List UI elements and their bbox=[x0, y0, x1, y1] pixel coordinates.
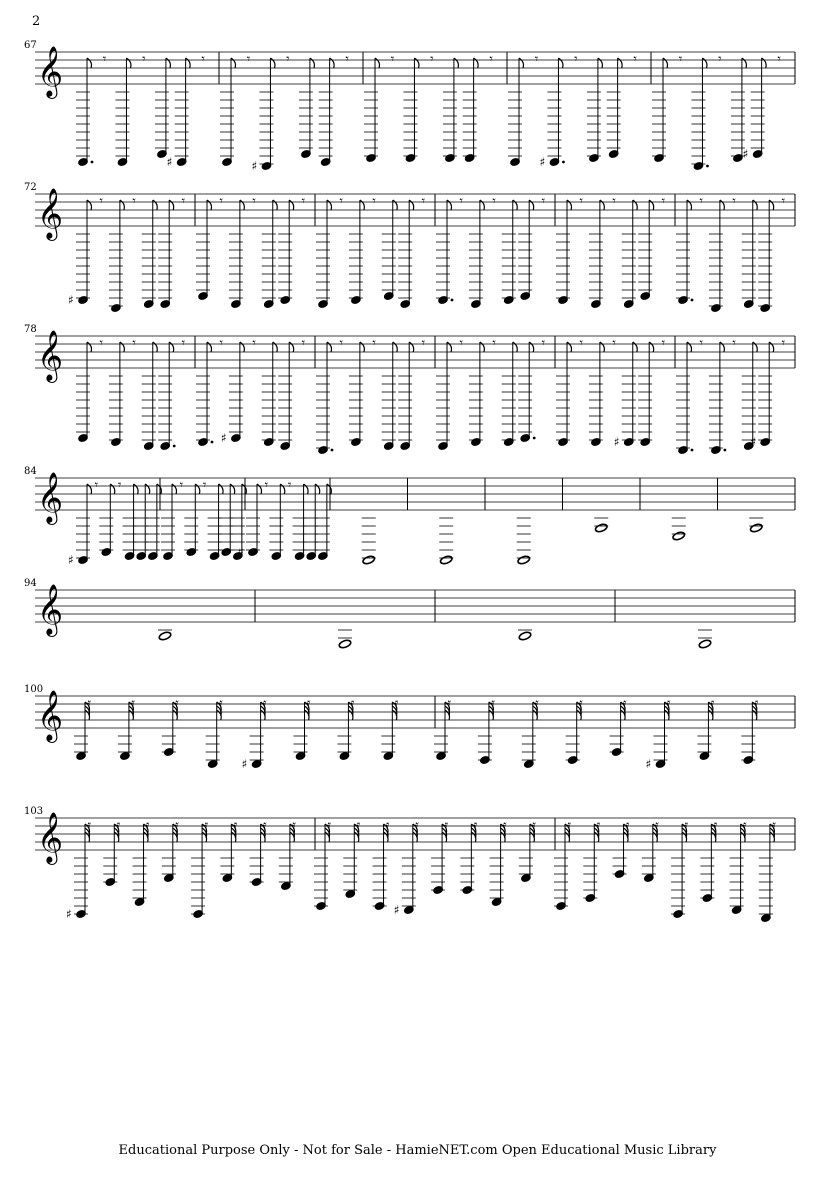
treble-clef-icon: 𝄞 bbox=[37, 188, 64, 239]
note-flag bbox=[480, 342, 485, 352]
eighth-rest-icon: 𝄾 bbox=[492, 336, 496, 351]
staff-system-103 bbox=[0, 804, 835, 974]
whole-note bbox=[595, 523, 608, 533]
footer-notice: Educational Purpose Only - Not for Sale - HamieNET.com Open Educational Music Library bbox=[118, 1143, 717, 1158]
note-flag bbox=[753, 342, 758, 352]
measure-number-94: 94 bbox=[24, 578, 37, 589]
eighth-rest-icon: 𝄾 bbox=[179, 478, 184, 493]
sharp-icon: ♯ bbox=[166, 155, 173, 169]
note-flag bbox=[474, 58, 479, 68]
augmentation-dot bbox=[723, 449, 726, 452]
note-flag bbox=[567, 342, 572, 352]
note-flag bbox=[273, 342, 278, 352]
note-flag bbox=[360, 342, 365, 352]
note-flag bbox=[519, 58, 524, 68]
sixteenth-rest-icon: 𝄿 bbox=[145, 818, 150, 833]
eighth-rest-icon: 𝄾 bbox=[421, 194, 426, 209]
sixteenth-rest-icon: 𝄿 bbox=[204, 818, 209, 833]
measure-number-84: 84 bbox=[24, 466, 37, 477]
eighth-rest-icon: 𝄾 bbox=[678, 52, 683, 67]
sixteenth-rest-icon: 𝄿 bbox=[531, 818, 536, 833]
sixteenth-rest-icon: 𝄿 bbox=[710, 696, 715, 711]
note-flag bbox=[762, 58, 767, 68]
sharp-icon: ♯ bbox=[539, 155, 546, 169]
note-flag bbox=[87, 200, 92, 210]
eighth-rest-icon: 𝄾 bbox=[421, 336, 426, 351]
sixteenth-rest-icon: 𝄿 bbox=[414, 818, 419, 833]
eighth-rest-icon: 𝄾 bbox=[264, 478, 269, 493]
note-flag bbox=[304, 484, 309, 494]
note-flag bbox=[327, 200, 332, 210]
sharp-icon: ♯ bbox=[238, 545, 244, 559]
whole-note bbox=[672, 531, 685, 541]
eighth-rest-icon: 𝄾 bbox=[579, 194, 583, 209]
note-flag bbox=[87, 484, 92, 494]
sharp-icon: ♯ bbox=[68, 293, 74, 307]
note-flag bbox=[120, 342, 125, 352]
whole-note bbox=[517, 555, 530, 565]
note-flag bbox=[126, 58, 131, 68]
note-flag bbox=[289, 200, 294, 210]
note-flag bbox=[663, 58, 668, 68]
sixteenth-rest-icon: 𝄿 bbox=[490, 696, 495, 711]
augmentation-dot bbox=[173, 445, 176, 448]
augmentation-dot bbox=[691, 299, 694, 302]
treble-clef-icon: 𝄞 bbox=[37, 472, 64, 523]
eighth-rest-icon: 𝄾 bbox=[612, 336, 616, 351]
note-flag bbox=[633, 342, 638, 352]
sixteenth-rest-icon: 𝄿 bbox=[262, 696, 267, 711]
eighth-rest-icon: 𝄾 bbox=[132, 194, 136, 209]
whole-note bbox=[362, 555, 375, 565]
note-flag bbox=[409, 342, 414, 352]
note-flag bbox=[600, 200, 605, 210]
eighth-rest-icon: 𝄾 bbox=[252, 194, 256, 209]
augmentation-dot bbox=[533, 437, 536, 440]
treble-clef-icon: 𝄞 bbox=[37, 812, 64, 863]
eighth-rest-icon: 𝄾 bbox=[246, 52, 251, 67]
sixteenth-rest-icon: 𝄿 bbox=[473, 818, 478, 833]
note-flag bbox=[375, 58, 380, 68]
whole-note bbox=[518, 631, 531, 641]
eighth-rest-icon: 𝄾 bbox=[699, 336, 703, 351]
sixteenth-rest-icon: 𝄿 bbox=[218, 696, 223, 711]
sixteenth-rest-icon: 𝄿 bbox=[116, 818, 121, 833]
sharp-icon: ♯ bbox=[393, 903, 400, 917]
note-flag bbox=[330, 58, 335, 68]
note-flag bbox=[270, 58, 275, 68]
eighth-rest-icon: 𝄾 bbox=[579, 336, 583, 351]
sharp-icon: ♯ bbox=[742, 147, 749, 161]
eighth-rest-icon: 𝄾 bbox=[142, 52, 146, 67]
eighth-rest-icon: 𝄾 bbox=[94, 478, 99, 493]
sixteenth-rest-icon: 𝄿 bbox=[622, 696, 627, 711]
note-flag bbox=[87, 342, 92, 352]
note-flag bbox=[195, 484, 200, 494]
note-flag bbox=[633, 200, 638, 210]
note-flag bbox=[110, 484, 115, 494]
note-flag bbox=[145, 484, 150, 494]
sixteenth-rest-icon: 𝄿 bbox=[262, 818, 267, 833]
augmentation-dot bbox=[91, 161, 94, 164]
whole-note bbox=[698, 639, 711, 649]
note-flag bbox=[315, 484, 320, 494]
note-flag bbox=[242, 484, 247, 494]
measure-number-72: 72 bbox=[24, 182, 37, 193]
note-flag bbox=[327, 484, 332, 494]
sixteenth-rest-icon: 𝄿 bbox=[233, 818, 238, 833]
note-flag bbox=[172, 484, 177, 494]
sixteenth-rest-icon: 𝄿 bbox=[578, 696, 583, 711]
eighth-rest-icon: 𝄾 bbox=[633, 52, 637, 67]
measure-number-67: 67 bbox=[24, 40, 37, 51]
eighth-rest-icon: 𝄾 bbox=[732, 194, 736, 209]
treble-clef-icon: 𝄞 bbox=[37, 46, 64, 97]
note-flag bbox=[447, 200, 452, 210]
note-flag bbox=[153, 342, 158, 352]
eighth-rest-icon: 𝄾 bbox=[541, 336, 546, 351]
augmentation-dot bbox=[562, 161, 565, 164]
sixteenth-rest-icon: 𝄿 bbox=[502, 818, 507, 833]
note-flag bbox=[280, 484, 285, 494]
note-flag bbox=[393, 342, 398, 352]
note-flag bbox=[480, 200, 485, 210]
staff-system-67 bbox=[0, 38, 835, 188]
note-flag bbox=[513, 342, 518, 352]
note-flag bbox=[327, 342, 332, 352]
note-flag bbox=[273, 200, 278, 210]
note-flag bbox=[231, 58, 236, 68]
eighth-rest-icon: 𝄾 bbox=[430, 52, 434, 67]
measure-number-78: 78 bbox=[24, 324, 37, 335]
eighth-rest-icon: 𝄾 bbox=[287, 478, 292, 493]
eighth-rest-icon: 𝄾 bbox=[372, 194, 376, 209]
note-flag bbox=[529, 342, 534, 352]
note-flag bbox=[360, 200, 365, 210]
augmentation-dot bbox=[331, 449, 334, 452]
eighth-rest-icon: 𝄾 bbox=[612, 194, 616, 209]
augmentation-dot bbox=[691, 449, 694, 452]
sixteenth-rest-icon: 𝄿 bbox=[666, 696, 671, 711]
sixteenth-rest-icon: 𝄿 bbox=[771, 818, 776, 833]
eighth-rest-icon: 𝄾 bbox=[339, 194, 343, 209]
note-flag bbox=[169, 342, 174, 352]
sixteenth-rest-icon: 𝄿 bbox=[327, 818, 331, 833]
note-flag bbox=[687, 342, 692, 352]
page-number: 2 bbox=[32, 14, 41, 29]
note-flag bbox=[447, 342, 452, 352]
sixteenth-rest-icon: 𝄿 bbox=[447, 696, 451, 711]
eighth-rest-icon: 𝄾 bbox=[534, 52, 539, 67]
sixteenth-rest-icon: 𝄿 bbox=[654, 818, 659, 833]
note-flag bbox=[742, 58, 747, 68]
eighth-rest-icon: 𝄾 bbox=[459, 194, 463, 209]
note-flag bbox=[769, 342, 774, 352]
whole-note bbox=[440, 555, 453, 565]
note-flag bbox=[687, 200, 692, 210]
sixteenth-rest-icon: 𝄿 bbox=[742, 818, 747, 833]
note-flag bbox=[702, 58, 707, 68]
eighth-rest-icon: 𝄾 bbox=[390, 52, 395, 67]
eighth-rest-icon: 𝄾 bbox=[181, 336, 186, 351]
note-flag bbox=[769, 200, 774, 210]
note-flag bbox=[649, 342, 654, 352]
note-flag bbox=[207, 342, 212, 352]
augmentation-dot bbox=[451, 299, 454, 302]
note-flag bbox=[186, 58, 191, 68]
sixteenth-rest-icon: 𝄿 bbox=[625, 818, 630, 833]
measure-number-103: 103 bbox=[24, 806, 44, 817]
whole-note bbox=[158, 631, 171, 641]
sixteenth-rest-icon: 𝄿 bbox=[87, 818, 91, 833]
note-flag bbox=[649, 200, 654, 210]
eighth-rest-icon: 𝄾 bbox=[372, 336, 376, 351]
note-flag bbox=[207, 200, 212, 210]
note-flag bbox=[567, 200, 572, 210]
note-flag bbox=[720, 200, 725, 210]
augmentation-dot bbox=[706, 165, 709, 168]
note-flag bbox=[257, 484, 262, 494]
note-flag bbox=[153, 200, 158, 210]
treble-clef-icon: 𝄞 bbox=[37, 690, 64, 741]
eighth-rest-icon: 𝄾 bbox=[99, 336, 103, 351]
note-flag bbox=[513, 200, 518, 210]
note-flag bbox=[753, 200, 758, 210]
sixteenth-rest-icon: 𝄿 bbox=[385, 818, 390, 833]
eighth-rest-icon: 𝄾 bbox=[132, 336, 136, 351]
staff-system-94 bbox=[0, 576, 835, 666]
sharp-icon: ♯ bbox=[220, 431, 227, 445]
note-flag bbox=[558, 58, 563, 68]
sixteenth-rest-icon: 𝄿 bbox=[754, 696, 759, 711]
note-flag bbox=[169, 200, 174, 210]
note-flag bbox=[157, 484, 162, 494]
whole-note bbox=[750, 523, 763, 533]
sixteenth-rest-icon: 𝄿 bbox=[534, 696, 539, 711]
eighth-rest-icon: 𝄾 bbox=[99, 194, 103, 209]
whole-note bbox=[338, 639, 351, 649]
note-flag bbox=[598, 58, 603, 68]
sharp-icon: ♯ bbox=[645, 757, 652, 771]
eighth-rest-icon: 𝄾 bbox=[181, 194, 186, 209]
treble-clef-icon: 𝄞 bbox=[37, 330, 64, 381]
eighth-rest-icon: 𝄾 bbox=[301, 194, 306, 209]
note-flag bbox=[240, 342, 245, 352]
staff-system-72 bbox=[0, 180, 835, 330]
eighth-rest-icon: 𝄾 bbox=[345, 52, 349, 67]
note-flag bbox=[166, 58, 171, 68]
note-flag bbox=[529, 200, 534, 210]
sixteenth-rest-icon: 𝄿 bbox=[684, 818, 689, 833]
note-flag bbox=[393, 200, 398, 210]
sixteenth-rest-icon: 𝄿 bbox=[356, 818, 361, 833]
eighth-rest-icon: 𝄾 bbox=[301, 336, 306, 351]
note-flag bbox=[240, 200, 245, 210]
note-flag bbox=[134, 484, 139, 494]
eighth-rest-icon: 𝄾 bbox=[489, 52, 493, 67]
sharp-icon: ♯ bbox=[750, 435, 757, 449]
note-flag bbox=[618, 58, 623, 68]
staff-system-84 bbox=[0, 464, 835, 584]
sixteenth-rest-icon: 𝄿 bbox=[174, 696, 179, 711]
eighth-rest-icon: 𝄾 bbox=[459, 336, 463, 351]
eighth-rest-icon: 𝄾 bbox=[492, 194, 496, 209]
note-flag bbox=[310, 58, 315, 68]
eighth-rest-icon: 𝄾 bbox=[718, 52, 722, 67]
sharp-icon: ♯ bbox=[241, 757, 248, 771]
sixteenth-rest-icon: 𝄿 bbox=[291, 818, 296, 833]
eighth-rest-icon: 𝄾 bbox=[102, 52, 107, 67]
eighth-rest-icon: 𝄾 bbox=[661, 336, 666, 351]
eighth-rest-icon: 𝄾 bbox=[219, 194, 223, 209]
sharp-icon: ♯ bbox=[66, 907, 72, 921]
sixteenth-rest-icon: 𝄿 bbox=[596, 818, 601, 833]
augmentation-dot bbox=[211, 441, 214, 444]
sixteenth-rest-icon: 𝄿 bbox=[350, 696, 355, 711]
sixteenth-rest-icon: 𝄿 bbox=[713, 818, 718, 833]
note-flag bbox=[289, 342, 294, 352]
eighth-rest-icon: 𝄾 bbox=[777, 52, 781, 67]
note-flag bbox=[600, 342, 605, 352]
sixteenth-rest-icon: 𝄿 bbox=[306, 696, 311, 711]
eighth-rest-icon: 𝄾 bbox=[781, 194, 786, 209]
note-flag bbox=[219, 484, 224, 494]
note-flag bbox=[720, 342, 725, 352]
treble-clef-icon: 𝄞 bbox=[37, 584, 64, 635]
note-flag bbox=[414, 58, 419, 68]
note-flag bbox=[120, 200, 125, 210]
sixteenth-rest-icon: 𝄿 bbox=[394, 696, 399, 711]
eighth-rest-icon: 𝄾 bbox=[732, 336, 736, 351]
staff-system-100 bbox=[0, 682, 835, 782]
measure-number-100: 100 bbox=[24, 684, 44, 695]
eighth-rest-icon: 𝄾 bbox=[252, 336, 256, 351]
note-flag bbox=[409, 200, 414, 210]
note-flag bbox=[87, 58, 92, 68]
note-flag bbox=[454, 58, 459, 68]
eighth-rest-icon: 𝄾 bbox=[117, 478, 122, 493]
sixteenth-rest-icon: 𝄿 bbox=[130, 696, 135, 711]
eighth-rest-icon: 𝄾 bbox=[661, 194, 666, 209]
sharp-icon: ♯ bbox=[613, 435, 620, 449]
sixteenth-rest-icon: 𝄿 bbox=[567, 818, 571, 833]
eighth-rest-icon: 𝄾 bbox=[202, 478, 207, 493]
eighth-rest-icon: 𝄾 bbox=[541, 194, 546, 209]
note-flag bbox=[230, 484, 235, 494]
eighth-rest-icon: 𝄾 bbox=[201, 52, 205, 67]
sixteenth-rest-icon: 𝄿 bbox=[444, 818, 449, 833]
eighth-rest-icon: 𝄾 bbox=[219, 336, 223, 351]
eighth-rest-icon: 𝄾 bbox=[574, 52, 578, 67]
staff-system-78 bbox=[0, 322, 835, 472]
eighth-rest-icon: 𝄾 bbox=[286, 52, 290, 67]
sharp-icon: ♯ bbox=[251, 159, 258, 173]
eighth-rest-icon: 𝄾 bbox=[339, 336, 343, 351]
eighth-rest-icon: 𝄾 bbox=[699, 194, 703, 209]
sixteenth-rest-icon: 𝄿 bbox=[174, 818, 179, 833]
sharp-icon: ♯ bbox=[68, 553, 74, 567]
sixteenth-rest-icon: 𝄿 bbox=[87, 696, 91, 711]
eighth-rest-icon: 𝄾 bbox=[781, 336, 786, 351]
